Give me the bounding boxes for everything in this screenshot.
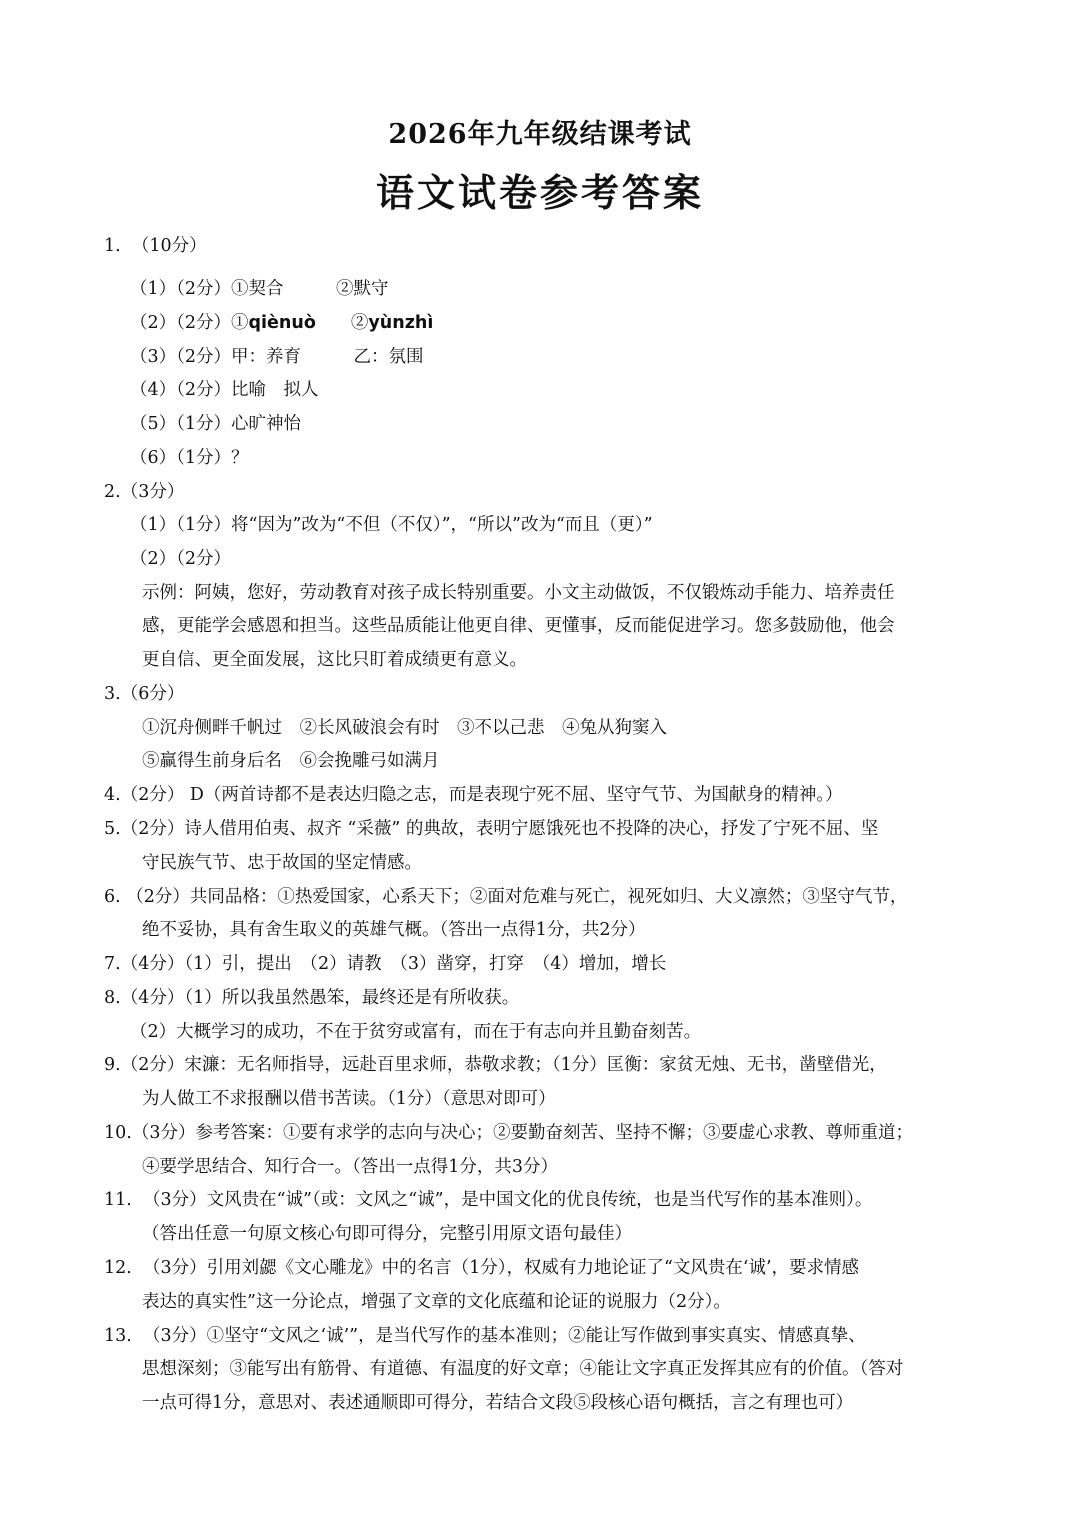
q2-example-line: 示例：阿姨，您好，劳动教育对孩子成长特别重要。小文主动做饭，不仅锻炼动手能力、培养责任: [142, 583, 895, 603]
q10-line: ④要学思结合、知行合一。（答出一点得1分，共3分）: [142, 1157, 559, 1177]
q13-line: 思想深刻；③能写出有筋骨、有道德、有温度的好文章；④能让文字真正发挥其应有的价值。（答对: [142, 1359, 904, 1379]
exam-title: 2026年九年级结课考试: [388, 119, 692, 150]
paper-title: 语文试卷参考答案: [375, 170, 704, 215]
q1-sub6: （6）（1分）？: [130, 448, 249, 468]
q1-sub2-mid: ②: [315, 313, 369, 333]
q5-line: 5.（2分）诗人借用伯夷、叔齐 “采薇” 的典故，表明宁愿饿死也不投降的决心，抒发了宁死不屈、坚: [104, 819, 879, 839]
q9-line: 为人做工不求报酬以借书苦读。（1分）（意思对即可）: [142, 1089, 556, 1109]
q12-line: 表达的真实性”这一分论点，增强了文章的文化底蕴和论证的说服力（2分）。: [142, 1292, 731, 1312]
pinyin-b: yùnzhì: [368, 313, 434, 333]
q12-line: 12. （3分）引用刘勰《文心雕龙》中的名言（1分），权威有力地论证了“文风贵在‘诚’，要求情感: [104, 1258, 860, 1278]
q13-line: 13. （3分）①坚守“文风之‘诚’”，是当代写作的基本准则；②能让写作做到事实真实、情感真挚、: [104, 1326, 866, 1346]
q1-sub5: （5）（1分）心旷神怡: [130, 414, 302, 434]
q1-sub2-prefix: （2）（2分）①: [130, 313, 249, 333]
q4-answer: 4.（2分） D（两首诗都不是表达归隐之志，而是表现宁死不屈、坚守气节、为国献身的精神。）: [104, 785, 843, 805]
pinyin-a: qiènuò: [248, 313, 316, 333]
q2-example-line: 感，更能学会感恩和担当。这些品质能让他更自律、更懂事，反而能促进学习。您多鼓励他，他会: [142, 616, 895, 636]
q2-sub2: （2）（2分）: [130, 549, 232, 569]
q1-sub3: （3）（2分）甲：养育 乙：氛围: [130, 347, 424, 367]
q3-line2: ⑤赢得生前身后名 ⑥会挽雕弓如满月: [142, 751, 440, 771]
q3-line1: ①沉舟侧畔千帆过 ②长风破浪会有时 ③不以己悲 ④兔从狗窦入: [142, 718, 667, 738]
q7-answer: 7.（4分）（1）引，提出 （2）请教 （3）凿穿，打穿 （4）增加，增长: [104, 954, 667, 974]
q5-line: 守民族气节、忠于故国的坚定情感。: [142, 853, 422, 873]
q11-line: 11. （3分）文风贵在“诚”（或：文风之“诚”，是中国文化的优良传统，也是当代写作的基本准则）。: [104, 1190, 873, 1210]
q2-head: 2.（3分）: [104, 482, 185, 502]
q2-example-line: 更自信、更全面发展，这比只盯着成绩更有意义。: [142, 650, 527, 670]
q6-line: 绝不妥协，具有舍生取义的英雄气概。（答出一点得1分，共2分）: [142, 920, 646, 940]
q10-line: 10.（3分）参考答案：①要有求学的志向与决心；②要勤奋刻苦、坚持不懈；③要虚心求教、尊师重道；: [104, 1123, 913, 1143]
q3-head: 3.（6分）: [104, 684, 185, 704]
q1-head: 1. （10分）: [104, 236, 207, 256]
q13-line: 一点可得1分，意思对、表述通顺即可得分，若结合文段⑤段核心语句概括，言之有理也可）: [142, 1393, 854, 1413]
q8-line2: （2）大概学习的成功，不在于贫穷或富有，而在于有志向并且勤奋刻苦。: [130, 1022, 702, 1042]
q1-sub1: （1）（2分）①契合 ②默守: [130, 279, 389, 299]
q2-sub1: （1）（1分）将“因为”改为“不但（不仅）”，“所以”改为“而且（更）”: [130, 515, 653, 535]
q9-line: 9.（2分）宋濂：无名师指导，远赴百里求师，恭敬求教；（1分）匡衡：家贫无烛、无书，凿壁借光，: [104, 1055, 887, 1075]
q11-line: （答出任意一句原文核心句即可得分，完整引用原文语句最佳）: [142, 1224, 632, 1244]
q6-line: 6. （2分）共同品格：①热爱国家，心系天下；②面对危难与死亡，视死如归、大义凛然；③坚守气节，: [104, 887, 908, 907]
q8-line1: 8.（4分）（1）所以我虽然愚笨，最终还是有所收获。: [104, 988, 520, 1008]
q1-sub2: [130, 311, 433, 335]
q1-sub4: （4）（2分）比喻 拟人: [130, 380, 319, 400]
